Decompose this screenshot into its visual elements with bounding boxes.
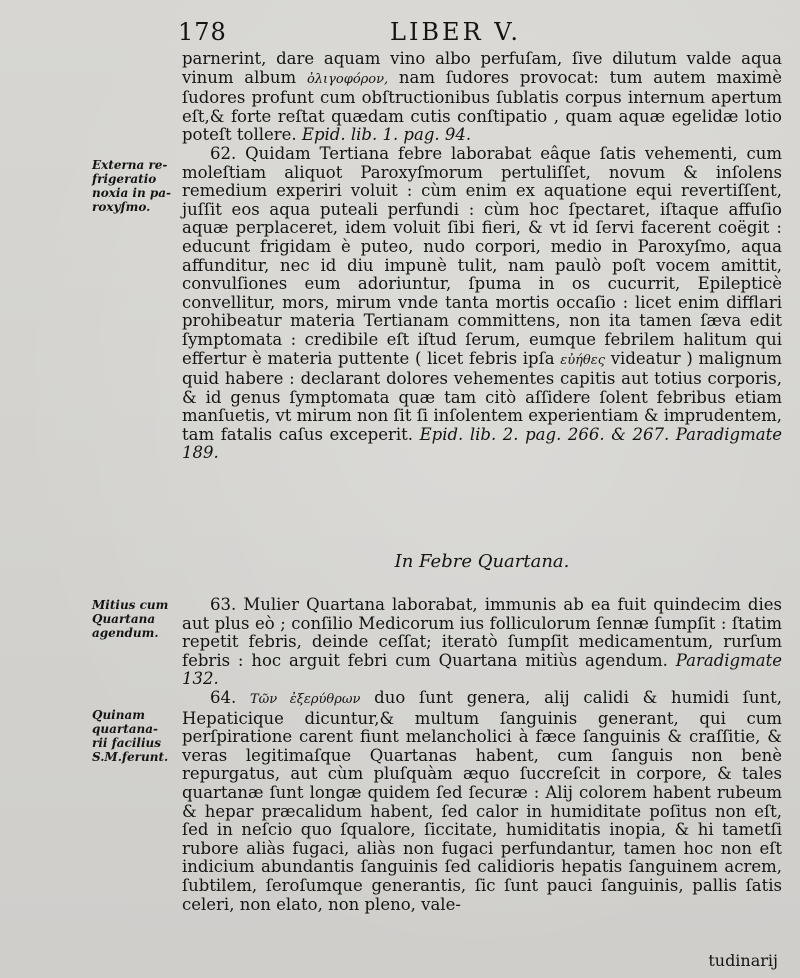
- greek-word: εὐήθες: [560, 352, 606, 368]
- greek-word: Τῶν ἐξερύθρων: [249, 691, 361, 707]
- paragraph-text: duo ſunt genera, alij calidi & humidi ſunt, Hepaticique dicuntur,& multum ſanguinis generant, qui cum perſpiratione carent fiunt melancholici à fæce ſanguinis & craſſitie, & veras legitimaſque Quartanas habent, cum ſanguis non benè repurgatus, aut cùm pluſquàm æquo ſuccreſcit in corpore, & tales quartanæ ſunt longæ quidem ſed ſecuræ : Alij colorem habent rubeum & hepar præcalidum habent, ſed calor in humiditate poſitus non eſt, ſed in neſcio quo ſqualore, ſiccitate, humiditatis inopia, & hi tametſi rubore aliàs fugaci, aliàs non fugaci perfundantur, tamen hoc non eſt indicium abundantis ſanguinis ſed calidioris hepatis ſanguinem acrem, ſubtilem, ſeroſumque generantis, ſic ſunt pauci ſanguinis, pallis ſatis celeri, non elato, non pleno, vale-: [182, 687, 783, 914]
- margin-note: Externa re- frigeratio noxia in pa- roxyſmo.: [92, 158, 172, 214]
- running-head: LIBER V.: [390, 18, 522, 46]
- main-text-lower: [182, 596, 782, 914]
- paragraph-text: Mulier Quartana laborabat, immunis ab ea fuit quindecim dies aut plus eò ; conſilio Medicorum ius folliculorum ſennæ ſumpſit : ſtatim repetit febris, deinde ceſſat; iteratò ſumpſit medicamentum, rurſum febris : hoc arguit febri cum Quartana mitiùs agendum.: [182, 595, 782, 670]
- paragraph: [182, 50, 782, 145]
- citation: Paradigmate 132.: [182, 650, 782, 689]
- margin-note: Quinam quartana- rii facilius S.M.ferunt.: [92, 708, 169, 764]
- page-header: [178, 18, 778, 50]
- section-heading: In Febre Quartana.: [394, 551, 570, 572]
- paragraph-text: Quidam Tertiana febre laborabat eâque ſatis vehementi, cum moleſtiam aliquot Paroxyſmorum pertuliſſet, novum & inſolens remedium experiri voluit : cùm enim ex aquatione equi revertiſſent, juſſit eos aqua puteali perfundi : cùm hoc ſpectaret, iſtaque affuſio aquæ perplaceret, idem voluit ſibi fieri, & vt id ſervi facerent coëgit : educunt frigidam è puteo, nudo corpori, medio in Paroxyſmo, aqua affunditur, nec id diu impunè tulit, nam paulò poſt vocem amittit, convulſiones eum adoriuntur, ſpuma in os cucurrit, Epilepticè convellitur, mors, mirum vnde tanta mortis occaſio : licet enim difflari prohibeatur materia Tertianam committens, non ita tamen ſæva edit ſymptomata : credibile eſt iſtud ſerum, eumque febrilem halitum qui effertur è materia puttente ( licet febris ipſa: [182, 143, 782, 368]
- paragraph-text: nam ſudores provocat: tum autem maximè ſudores profunt cum obſtructionibus ſublatis corpus internum apertum eſt,& forte reſtat quædam cutis conſtipatio , quam aquæ egelidæ lotio poteſt tollere.: [182, 67, 782, 145]
- paragraph: [182, 689, 782, 914]
- paragraph-number: 62.: [210, 143, 237, 163]
- catchword: tudinarij: [708, 951, 778, 970]
- citation: Epid. lib. 1. pag. 94.: [301, 125, 472, 145]
- paragraph-text: parnerint, dare aquam vino albo perfuſam, ſive dilutum valde aqua vinum album: [182, 49, 782, 87]
- citation: Epid. lib. 2. pag. 266. & 267. Paradigmate 189.: [182, 424, 783, 463]
- paragraph-number: 63.: [210, 595, 237, 614]
- page-number: 178: [178, 18, 227, 46]
- paragraph: [182, 596, 782, 689]
- greek-word: ὀλιγοφόρον,: [306, 71, 389, 87]
- paragraph: [182, 145, 782, 463]
- main-text-upper: [182, 50, 782, 463]
- margin-note: Mitius cum Quartana agendum.: [92, 598, 169, 640]
- margin-notes: [92, 0, 182, 978]
- paragraph-number: 64.: [210, 687, 237, 707]
- paragraph-text: videatur ) malignum quid habere : declarant dolores vehementes capitis aut totius corporis, & id genus ſymptomata quæ tam citò aſſidere ſolent febribus etiam manſuetis, vt mirum non ſit ſi inſolentem experientiam & imprudentem, tam fatalis caſus exceperit.: [182, 348, 782, 444]
